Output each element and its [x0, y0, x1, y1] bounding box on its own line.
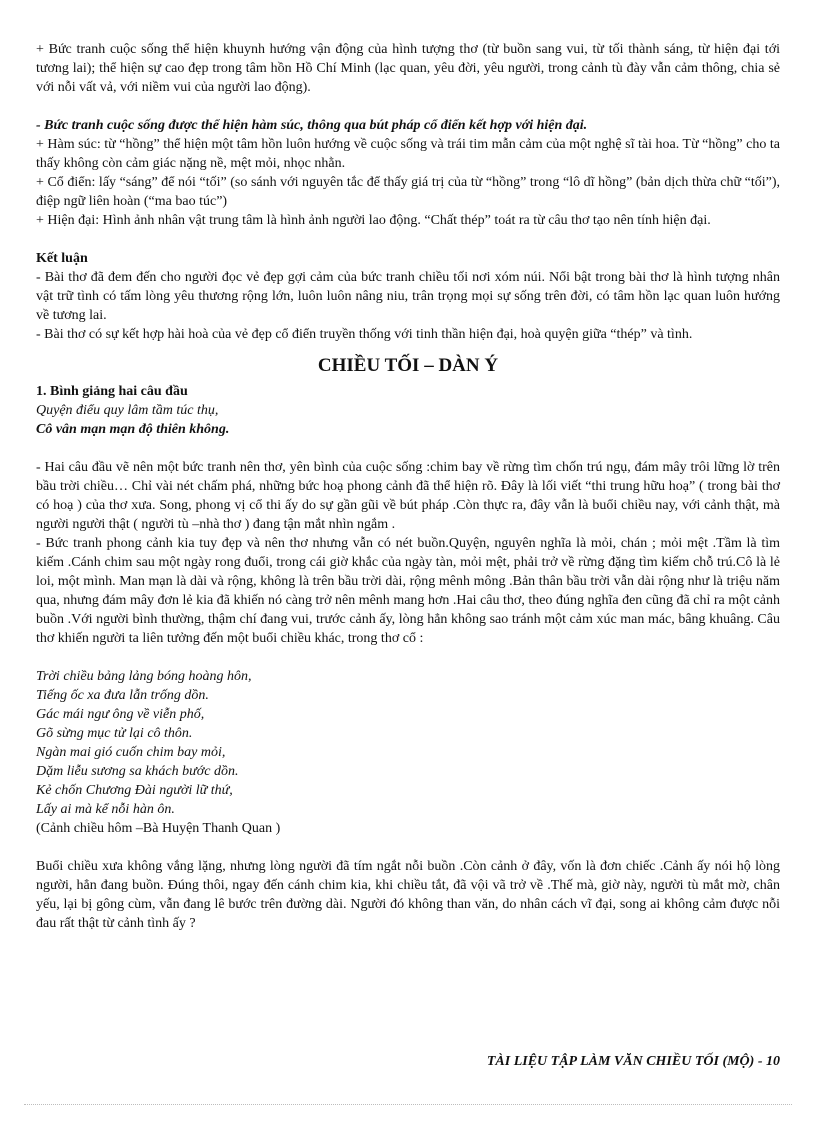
paragraph: - Bức tranh phong cảnh kia tuy đẹp và nên thơ nhưng vẫn có nét buồn.Quyện, nguyên nghĩa là mỏi, chán ; mỏi mệt .Tầm là tìm kiếm .Cánh chim sau một ngày rong đuổi, trong cái giờ khắc của ngày tàn, mỏi mệt, phải trở về rừng đặng tìm kiếm chỗ trú.Cô là lẻ loi, một mình. Man mạn là dài và rộng, không là trên bầu trời dài, rộng mênh mông .Bản thân bầu trời vẫn dài rộng như là triệu năm qua, nhưng đám mây đơn lẻ kia đã khiến nó càng trở nên mênh mang hơn .Hai câu thơ, theo đúng nghĩa đen cũng đã chỉ ra một cảnh buồn .Với người bình thường, thậm chí đang vui, trước cảnh ấy, lòng hẳn không sao tránh một cảm xúc man mác, bâng khuâng. Câu thơ khiến người ta liên tưởng đến một buổi chiều khác, trong thơ cổ :: [36, 536, 780, 646]
document-page: [36, 40, 780, 933]
verse-line: Cô vân mạn mạn độ thiên không.: [36, 422, 230, 437]
footer-divider: [24, 1104, 792, 1105]
verse-line: Quyện điểu quy lâm tầm túc thụ,: [36, 403, 219, 418]
paragraph: + Hiện đại: Hình ảnh nhân vật trung tâm là hình ảnh người lao động. “Chất thép” toát ra từ câu thơ tạo nên tính hiện đại.: [36, 213, 711, 228]
poem-line: Trời chiều bảng lảng bóng hoàng hôn,: [36, 669, 252, 684]
poem-source: (Cảnh chiều hôm –Bà Huyện Thanh Quan ): [36, 821, 281, 836]
poem-line: Gõ sừng mục tử lại cô thôn.: [36, 726, 193, 741]
poem-line: Lấy ai mà kể nỗi hàn ôn.: [36, 802, 175, 817]
paragraph: - Bức tranh cuộc sống được thể hiện hàm súc, thông qua bút pháp cổ điển kết hợp với hiện đại.: [36, 118, 588, 133]
page-title: CHIỀU TỐI – DÀN Ý: [317, 355, 499, 376]
paragraph: - Hai câu đầu vẽ nên một bức tranh nên thơ, yên bình của cuộc sống :chim bay về rừng tìm chốn trú ngụ, đám mây trôi lững lờ trên bầu trời chiều… Chỉ vài nét chấm phá, những bức hoạ phong cảnh đã thể hiện rõ. Đây là lối viết “thi trung hữu hoạ” ( trong bài thơ có hoạ ) của thơ xưa. Song, phong vị cổ thi ấy do sự gần gũi về bút pháp .Còn thực ra, đây vẫn là buổi chiều nay, với cảnh thật, mà người người thật ( người tù –nhà thơ ) đang tận mắt nhìn ngắm .: [36, 460, 780, 532]
paragraph: Buổi chiều xưa không vắng lặng, nhưng lòng người đã tím ngắt nỗi buồn .Còn cảnh ở đây, vốn là đơn chiếc .Cảnh ấy nói hộ lòng người, hẳn đang buồn. Đúng thôi, ngay đến cánh chim kia, khi chiều tắt, đã vội vã trở về .Thế mà, giờ này, người tù mắt mờ, chân yếu, lại bị gông cùm, vẫn đang lê bước trên đường dài. Người đó không than văn, do nhân cách vĩ đại, song ai không cảm được nỗi đau rất thật từ cảnh tình ấy ?: [36, 859, 780, 931]
poem-line: Tiếng ốc xa đưa lẫn trống dồn.: [36, 688, 209, 703]
poem-line: Gác mái ngư ông về viễn phố,: [36, 707, 205, 722]
paragraph: - Bài thơ có sự kết hợp hài hoà của vẻ đẹp cổ điển truyền thống với tinh thần hiện đại, hoà quyện giữa “thép” và tình.: [36, 327, 693, 342]
poem-line: Dặm liễu sương sa khách bước dồn.: [36, 764, 239, 779]
paragraph: + Cổ điển: lấy “sáng” để nói “tối” (so sánh với nguyên tắc để thấy giá trị của từ “hồng” trong “lô dĩ hồng” (bản dịch thừa chữ “tối”), điệp ngữ liên hoàn (“ma bao túc”): [36, 175, 780, 209]
poem-quote: [36, 667, 780, 819]
paragraph: + Bức tranh cuộc sống thể hiện khuynh hướng vận động của hình tượng thơ (từ buồn sang vui, từ tối thành sáng, từ hiện đại tới tương lai); thể hiện sự cao đẹp trong tâm hồn Hồ Chí Minh (lạc quan, yêu đời, yêu người, trong cảnh tù đày vẫn cảm thông, chia sẻ với nỗi vất vả, với niềm vui của người lao động).: [36, 42, 780, 95]
poem-line: Kẻ chốn Chương Đài người lữ thứ,: [36, 783, 233, 798]
poem-line: Ngàn mai gió cuốn chim bay mỏi,: [36, 745, 226, 760]
paragraph: - Bài thơ đã đem đến cho người đọc vẻ đẹp gợi cảm của bức tranh chiều tối nơi xóm núi. Nổi bật trong bài thơ là hình tượng nhân vật trữ tình có tấm lòng yêu thương rộng lớn, luôn luôn nâng niu, trân trọng mọi sự sống trên đời, có tâm hồn lạc quan luôn hướng về tương lai.: [36, 270, 780, 323]
page-footer: TÀI LIỆU TẬP LÀM VĂN CHIỀU TỐI (MỘ) - 10: [486, 1054, 780, 1069]
section-heading: 1. Bình giảng hai câu đầu: [36, 384, 188, 399]
paragraph: + Hàm súc: từ “hồng” thể hiện một tâm hồn luôn hướng về cuộc sống và trái tim mẫn cảm của một nghệ sĩ tài hoa. Từ “hồng” cho ta thấy không còn cảm giác nặng nề, mệt mỏi, nhọc nhằn.: [36, 137, 780, 171]
section-heading: Kết luận: [36, 251, 88, 266]
